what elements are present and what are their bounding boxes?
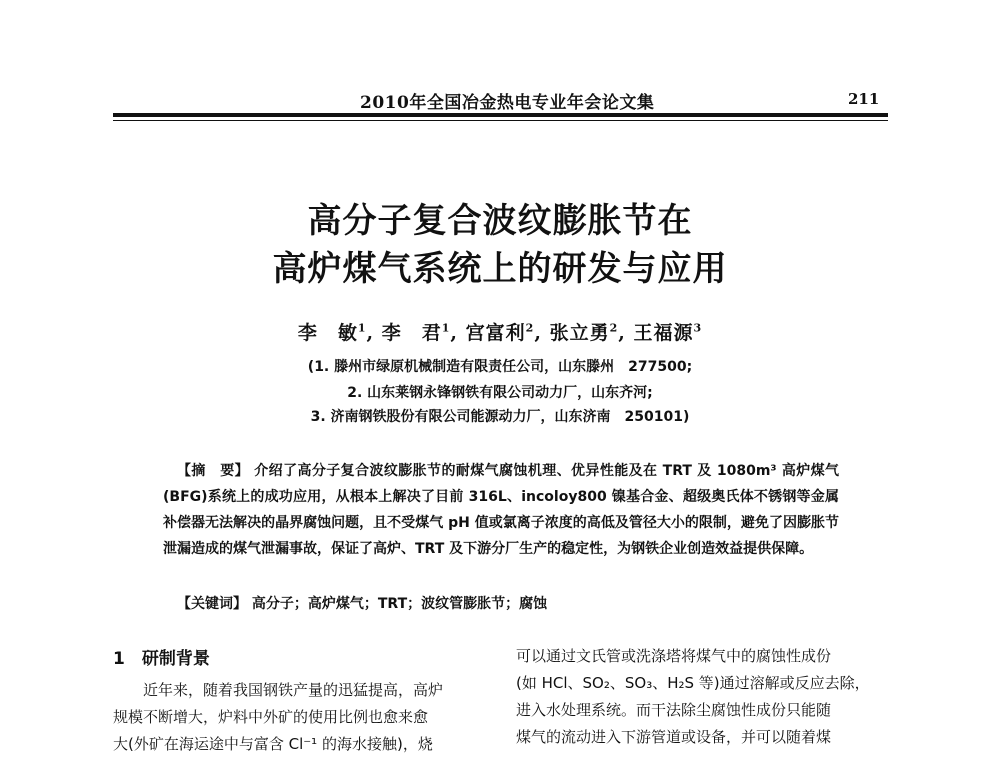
author-name: 王福源: [633, 322, 694, 344]
paper-title-line-1: 高分子复合波纹膨胀节在: [307, 201, 693, 241]
page-number: 211: [848, 90, 880, 108]
body-column-left: [113, 677, 485, 758]
keywords-label: 【关键词】: [177, 596, 247, 612]
abstract-label: 【摘 要】: [177, 463, 249, 479]
running-title: 2010年全国冶金热电专业年会论文集: [360, 93, 655, 113]
author-affiliation-mark: 2: [525, 321, 535, 335]
affiliation-3: 3. 济南钢铁股份有限公司能源动力厂，山东济南 250101): [310, 409, 690, 425]
body-line: 规模不断增大，炉料中外矿的使用比例也愈来愈: [113, 708, 429, 726]
author-name: 李 敏: [297, 322, 358, 344]
keywords: [177, 593, 837, 613]
header-rule-thick: [113, 113, 888, 117]
affiliation-1: (1. 滕州市绿原机械制造有限责任公司，山东滕州 277500;: [307, 359, 693, 375]
author-name: 李 君: [381, 322, 442, 344]
body-line: 进入水处理系统。而干法除尘腐蚀性成份只能随: [516, 701, 832, 719]
keywords-text: 高分子；高炉煤气；TRT；波纹管膨胀节；腐蚀: [251, 596, 548, 612]
author-name: 宫富利: [465, 322, 526, 344]
author-affiliation-mark: 1: [357, 321, 367, 335]
body-line: 煤气的流动进入下游管道或设备，并可以随着煤: [516, 728, 832, 746]
body-line: 大(外矿在海运途中与富含 Cl⁻¹ 的海水接触)，烧: [113, 735, 433, 753]
author-affiliation-mark: 1: [441, 321, 451, 335]
abstract: [163, 458, 839, 562]
body-line: (如 HCl、SO₂、SO₃、H₂S 等)通过溶解或反应去除，: [516, 674, 870, 692]
body-line: 近年来，随着我国钢铁产量的迅猛提高，高炉: [143, 681, 444, 699]
body-column-right: [516, 643, 888, 751]
abstract-text: 介绍了高分子复合波纹膨胀节的耐煤气腐蚀机理、优异性能及在 TRT 及 1080m³ 高炉煤气(BFG)系统上的成功应用，从根本上解决了目前 316L、incoloy800 镍基合金、超级奥氏体不锈钢等金属补偿器无法解决的晶界腐蚀问题，且不受煤气 pH 值或氯离子浓度的高低及管径大小的限制，避免了因膨胀节泄漏造成的煤气泄漏事故，保证了高炉、TRT 及下游分厂生产的稳定性，为钢铁企业创造效益提供保障。: [163, 463, 840, 557]
author-list: 李 敏$^1$, 李 君$^1$, 宫富利$^2$, 张立勇$^2$, 王福源$^3$: [297, 321, 703, 344]
author-name: 张立勇: [549, 322, 610, 344]
header-rule-thin: [113, 120, 888, 121]
section-heading: 1 研制背景: [113, 649, 210, 669]
body-line: 可以通过文氏管或洗涤塔将煤气中的腐蚀性成份: [516, 647, 832, 665]
paper-title-line-2: 高炉煤气系统上的研发与应用: [272, 249, 728, 289]
affiliation-2: 2. 山东莱钢永锋钢铁有限公司动力厂，山东齐河;: [347, 385, 653, 401]
author-affiliation-mark: 2: [609, 321, 619, 335]
author-affiliation-mark: 3: [693, 321, 703, 335]
